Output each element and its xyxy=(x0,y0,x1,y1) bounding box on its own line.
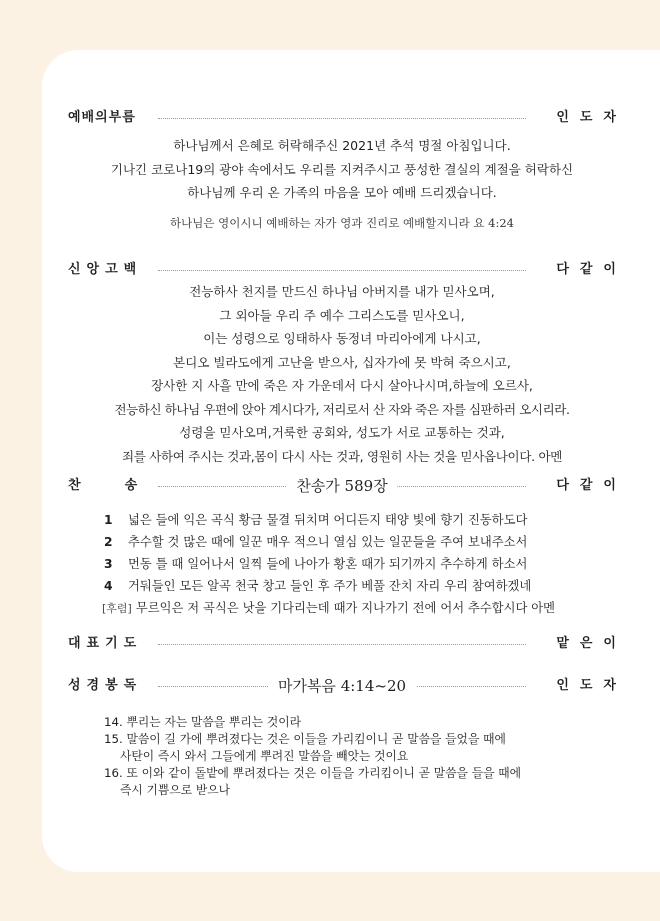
text-line: 전능하사 천지를 만드신 하나님 아버지를 내가 믿사오며, xyxy=(189,284,495,299)
verse-text: 추수할 것 많은 때에 일꾼 매우 적으니 열심 있는 일꾼들을 주여 보내주소서 xyxy=(128,535,528,549)
hymn-lyrics xyxy=(104,509,624,619)
verse-number: 4 xyxy=(104,579,113,593)
section-header-prayer xyxy=(68,634,627,654)
hymn-verse xyxy=(104,509,624,531)
section-header-creed xyxy=(68,260,627,280)
verse-text: 거둬들인 모든 알곡 천국 창고 들인 후 주가 베풀 잔치 자리 우리 참여하겠네 xyxy=(128,579,532,593)
section-leader: 다같이 xyxy=(548,476,627,496)
hymn-verse xyxy=(104,531,624,553)
refrain-text: 무르익은 저 곡식은 낫을 기다리는데 때가 지나가기 전에 어서 추수합시다 아멘 xyxy=(135,601,556,615)
scripture-text xyxy=(104,714,624,799)
hymn-verse xyxy=(104,575,624,597)
hymn-verse xyxy=(104,553,624,575)
scripture-line: 사탄이 즉시 와서 그들에게 뿌려진 말씀을 빼앗는 것이요 xyxy=(120,749,409,763)
section-title-part: 송 xyxy=(124,478,138,493)
section-leader: 인도자 xyxy=(548,108,627,128)
scripture-line: 16. 또 이와 같이 돌밭에 뿌려졌다는 것은 이들을 가리킴이니 곧 말씀을 들을 때에 xyxy=(104,766,522,780)
refrain-tag: [후렴] xyxy=(102,602,132,615)
verse-text: 먼동 틀 때 일어나서 일찍 들에 나아가 황혼 때가 되기까지 추수하게 하소서 xyxy=(128,557,528,571)
scripture-verse: 하나님은 영이시니 예배하는 자가 영과 진리로 예배할지니라 요 4:24 xyxy=(170,216,514,230)
text-line: 전능하신 하나님 우편에 앉아 계시다가, 저리로서 산 자와 죽은 자를 심판하러 오시리라. xyxy=(114,401,570,417)
hymn-refrain xyxy=(102,597,624,619)
section-header-hymn xyxy=(68,476,627,496)
scripture-line: 14. 뿌리는 자는 말씀을 뿌리는 것이라 xyxy=(104,715,302,729)
creed-text xyxy=(68,280,616,468)
hymn-name: 찬송가 589장 xyxy=(286,475,397,497)
section-leader: 인도자 xyxy=(548,676,627,696)
call-to-worship-text xyxy=(68,134,616,205)
text-line: 하나님께서 은혜로 허락해주신 2021년 추석 명절 아침입니다. xyxy=(173,138,511,153)
section-title: 예배의부름 xyxy=(68,108,144,128)
verse-number: 2 xyxy=(104,535,113,549)
section-header-scripture xyxy=(68,676,627,696)
text-line: 죄를 사하여 주시는 것과,몸이 다시 사는 것과, 영원히 사는 것을 믿사옵나이다. 아멘 xyxy=(121,448,562,464)
scripture-line: 즉시 기쁨으로 받으나 xyxy=(120,783,231,797)
verse-text: 넓은 들에 익은 곡식 황금 물결 뒤치며 어디든지 태양 빛에 향기 진동하도다 xyxy=(128,513,528,527)
leader-dots xyxy=(158,644,526,645)
scripture-reference: 마가복음 4:14~20 xyxy=(268,675,416,697)
text-line: 본디오 빌라도에게 고난을 받으사, 십자가에 못 박혀 죽으시고, xyxy=(173,354,511,370)
text-line: 이는 성령으로 잉태하사 동정녀 마리아에게 나시고, xyxy=(203,331,481,346)
section-title: 대표기도 xyxy=(68,634,150,654)
leader-dots xyxy=(158,270,526,271)
leader-dots xyxy=(158,118,526,119)
verse-number: 3 xyxy=(104,557,113,571)
text-line: 그 외아들 우리 주 예수 그리스도를 믿사오니, xyxy=(219,307,465,323)
text-line: 성령을 믿사오며,거룩한 공회와, 성도가 서로 교통하는 것과, xyxy=(179,425,505,440)
text-line: 하나님께 우리 온 가족의 마음을 모아 예배 드리겠습니다. xyxy=(187,185,497,200)
section-title: 신앙고백 xyxy=(68,260,150,280)
section-leader: 다같이 xyxy=(548,260,627,280)
scripture-line: 15. 말씀이 길 가에 뿌려졌다는 것은 이들을 가리킴이니 곧 말씀을 들었을 때에 xyxy=(104,732,506,746)
text-line: 장사한 지 사흘 만에 죽은 자 가운데서 다시 살아나시며,하늘에 오르사, xyxy=(151,378,533,393)
verse-number: 1 xyxy=(104,513,113,527)
section-title xyxy=(68,476,145,496)
section-header-call-to-worship xyxy=(68,108,627,128)
section-title: 성경봉독 xyxy=(68,676,150,696)
section-leader: 맡은이 xyxy=(548,634,627,654)
text-line: 기나긴 코로나19의 광야 속에서도 우리를 지켜주시고 풍성한 결실의 계절을 허락하신 xyxy=(110,161,574,177)
section-title-part: 찬 xyxy=(68,478,81,493)
